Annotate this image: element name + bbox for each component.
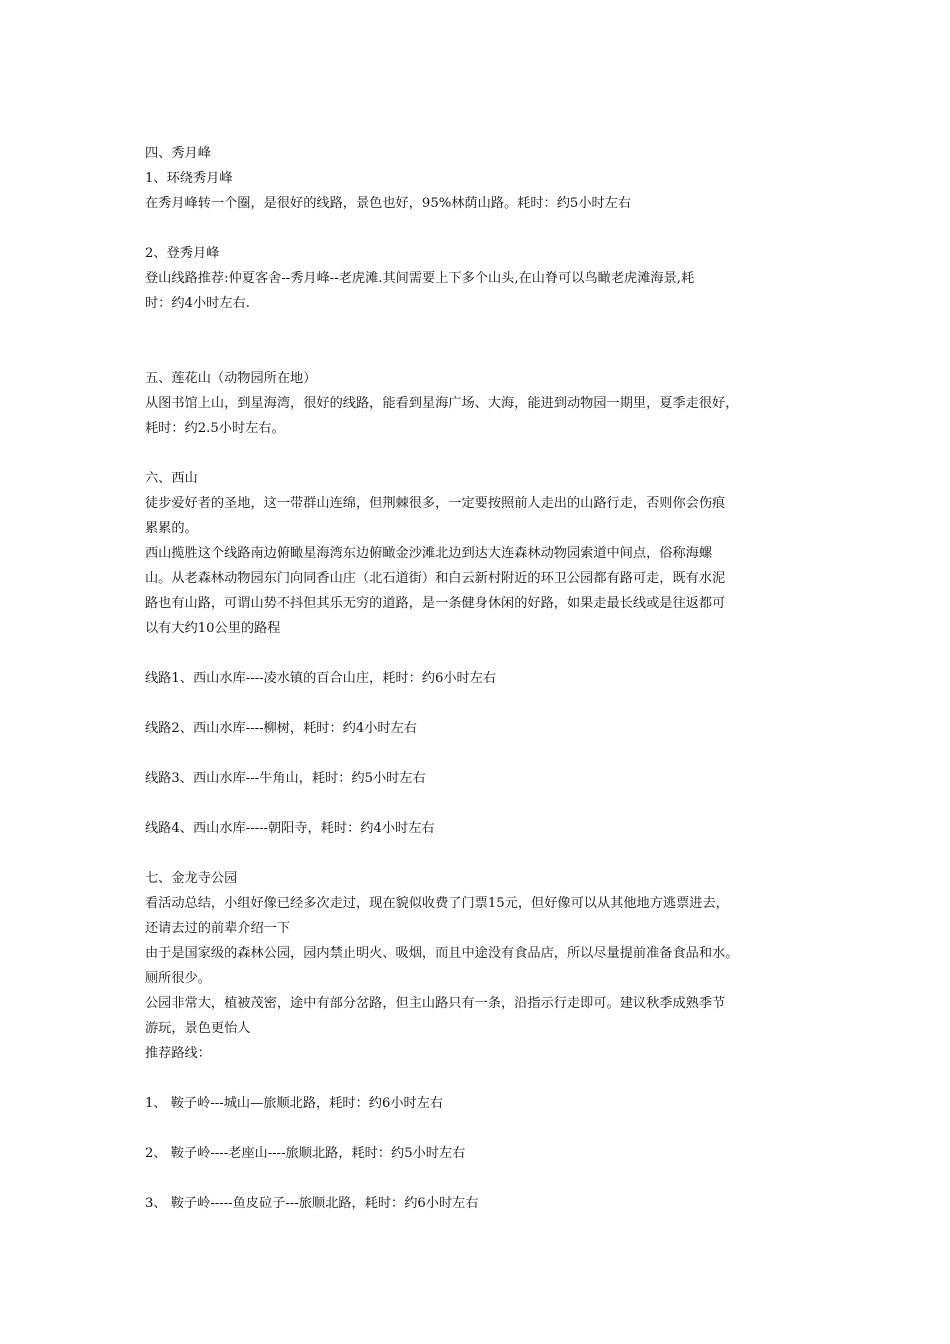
route-item: 线路2、西山水库----柳树，耗时：约4小时左右 [145, 721, 417, 736]
paragraph-xishan-line: 山。从老森林动物园东门向同香山庄（北石道街）和白云新村附近的环卫公园都有路可走，既有水泥 [145, 571, 726, 586]
spacer [145, 441, 810, 466]
section-heading-xiuyuefeng: 四、秀月峰 [145, 146, 211, 161]
spacer [145, 841, 810, 866]
spacer [145, 316, 810, 366]
paragraph-climb-line: 时：约4小时左右. [145, 296, 250, 311]
route-item: 线路1、西山水库----凌水镇的百合山庄，耗时：约6小时左右 [145, 671, 497, 686]
spacer [145, 1166, 810, 1191]
paragraph-jinlongsi-line: 由于是国家级的森林公园，园内禁止明火、吸烟，而且中途没有食品店，所以尽量提前准备食品和水。 [145, 946, 739, 961]
spacer [145, 791, 810, 816]
paragraph-xishan-line: 累累的。 [145, 521, 198, 536]
recommended-route: 3、 鞍子岭-----鱼皮砬子---旅顺北路，耗时：约6小时左右 [145, 1196, 479, 1211]
paragraph-jinlongsi-line: 看活动总结，小组好像已经多次走过，现在貌似收费了门票15元，但好像可以从其他地方逃票进去， [145, 896, 729, 911]
paragraph-xishan-line: 路也有山路，可谓山势不抖但其乐无穷的道路，是一条健身休闲的好路，如果走最长线或是往返都可 [145, 596, 726, 611]
subsection-title-climb: 2、登秀月峰 [145, 246, 220, 261]
spacer [145, 1066, 810, 1091]
recommended-route: 2、 鞍子岭----老座山----旅顺北路，耗时：约5小时左右 [145, 1146, 466, 1161]
section-heading-xishan: 六、西山 [145, 471, 198, 486]
route-item: 线路3、西山水库---牛角山，耗时：约5小时左右 [145, 771, 426, 786]
section-heading-lianhuashan: 五、莲花山（动物园所在地） [145, 371, 317, 386]
paragraph-jinlongsi-line: 还请去过的前辈介绍一下 [145, 921, 291, 936]
recommended-route: 1、 鞍子岭---城山—旅顺北路，耗时：约6小时左右 [145, 1096, 444, 1111]
paragraph-xishan-line: 徒步爱好者的圣地，这一带群山连绵，但荆棘很多，一定要按照前人走出的山路行走，否则你会伤痕 [145, 496, 726, 511]
paragraph-jinlongsi-line: 公园非常大，植被茂密，途中有部分岔路，但主山路只有一条，沿指示行走即可。建议秋季成熟季节 [145, 996, 726, 1011]
paragraph-xishan-line: 以有大约10公里的路程 [145, 621, 281, 636]
spacer [145, 691, 810, 716]
paragraph-lianhuashan-line: 从图书馆上山，到星海湾，很好的线路，能看到星海广场、大海，能进到动物园一期里，夏季走很好， [145, 396, 739, 411]
spacer [145, 741, 810, 766]
spacer [145, 1116, 810, 1141]
spacer [145, 641, 810, 666]
paragraph-xishan-line: 西山揽胜这个线路南边俯瞰星海湾东边俯瞰金沙滩北边到达大连森林动物园索道中间点，俗称海螺 [145, 546, 713, 561]
subsection-title-loop: 1、环绕秀月峰 [145, 171, 233, 186]
section-heading-jinlongsi: 七、金龙寺公园 [145, 871, 238, 886]
paragraph-climb-line: 登山线路推荐:仲夏客舍--秀月峰--老虎滩.其间需要上下多个山头,在山脊可以鸟瞰老虎滩海景,耗 [145, 271, 695, 286]
recommend-label: 推荐路线： [145, 1046, 211, 1061]
route-item: 线路4、西山水库-----朝阳寺，耗时：约4小时左右 [145, 821, 435, 836]
paragraph-lianhuashan-line: 耗时：约2.5小时左右。 [145, 421, 285, 436]
paragraph-jinlongsi-line: 厕所很少。 [145, 971, 211, 986]
paragraph-loop: 在秀月峰转一个圈，是很好的线路，景色也好，95%林荫山路。耗时：约5小时左右 [145, 196, 632, 211]
document-body [145, 141, 810, 1216]
paragraph-jinlongsi-line: 游玩，景色更怡人 [145, 1021, 251, 1036]
spacer [145, 216, 810, 241]
